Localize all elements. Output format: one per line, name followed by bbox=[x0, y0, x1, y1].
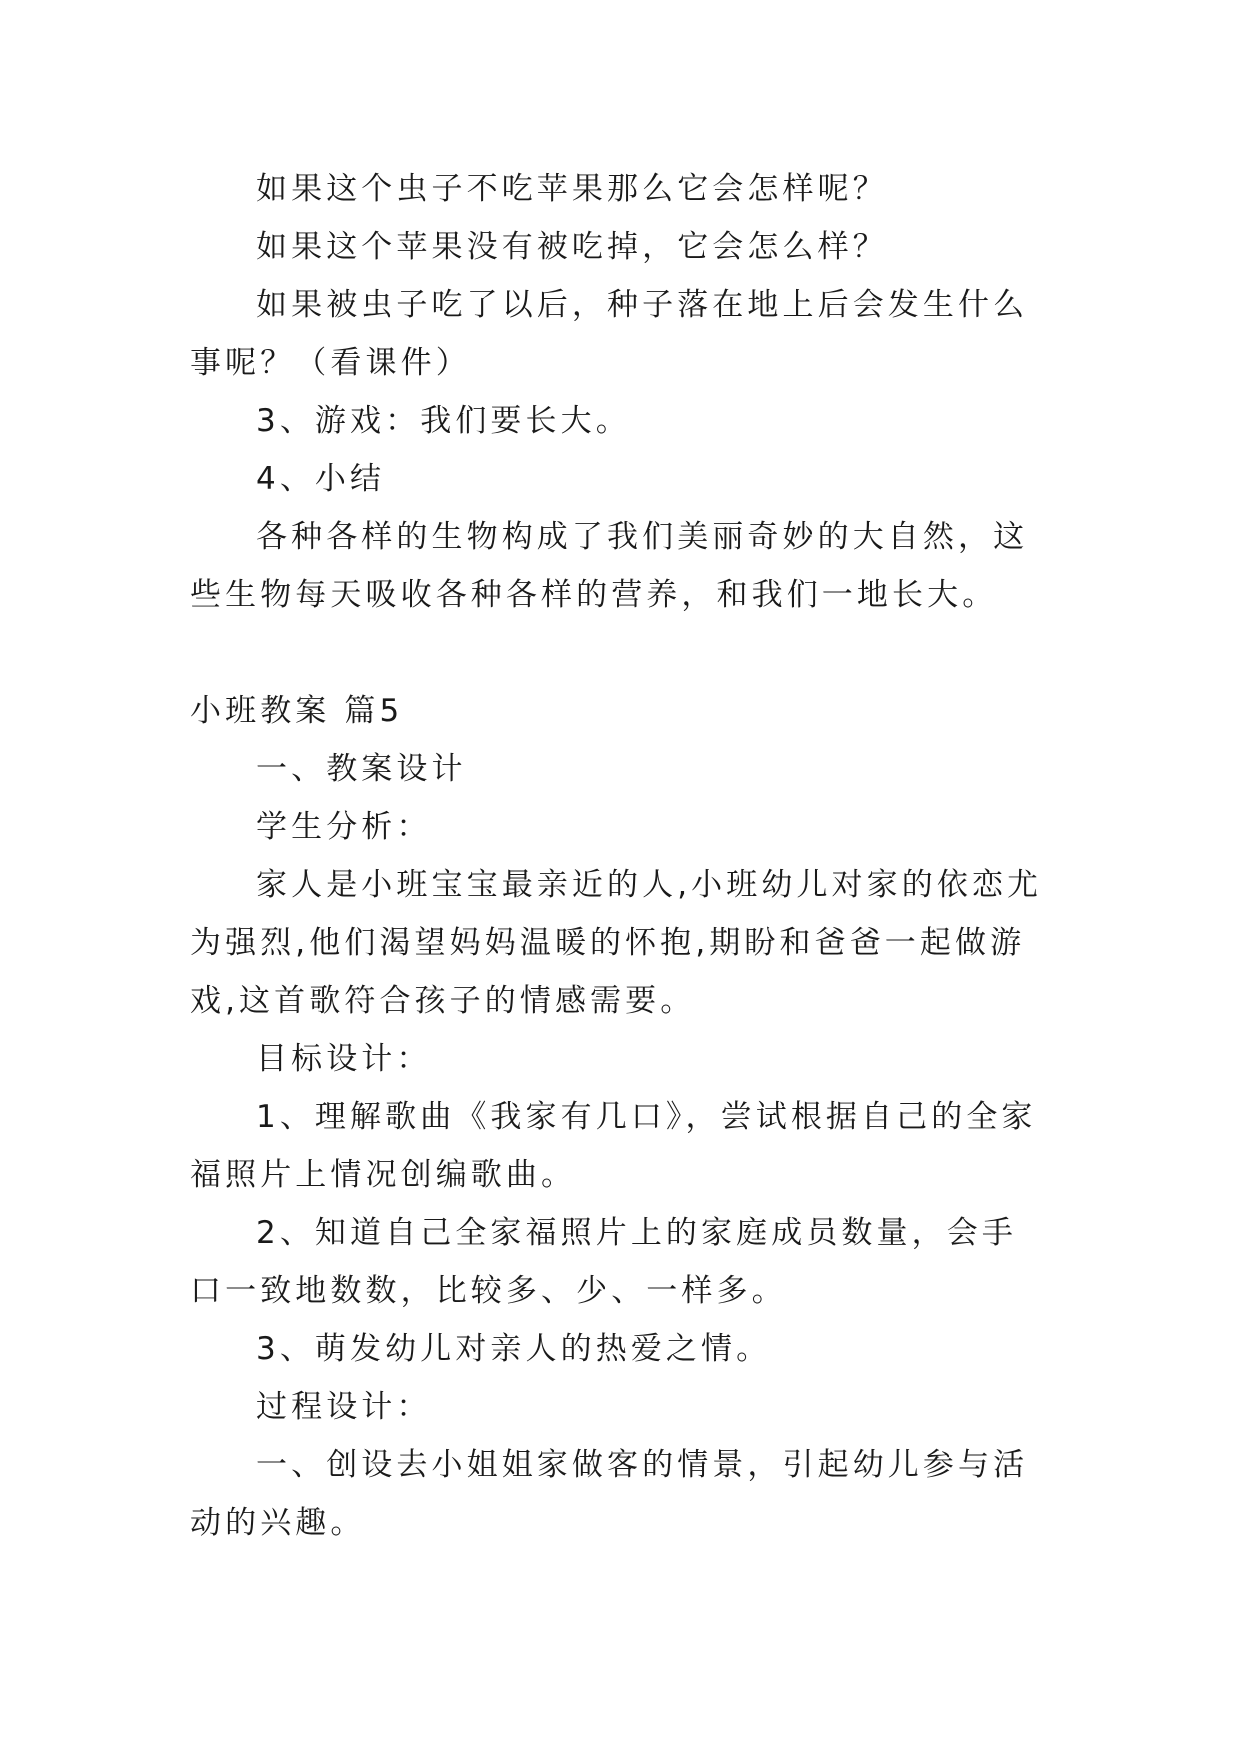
section-title: 小班教案 篇5 bbox=[190, 693, 404, 729]
document-body bbox=[190, 160, 1050, 1552]
paragraph-question-1: 如果这个虫子不吃苹果那么它会怎样呢？ bbox=[256, 171, 888, 207]
paragraph-student-analysis-text: 家人是小班宝宝最亲近的人,小班幼儿对家的依恋尤为强烈,他们渴望妈妈温暖的怀抱,期盼和爸爸一起做游戏,这首歌符合孩子的情感需要。 bbox=[190, 867, 1043, 1019]
paragraph-summary-heading: 4、小结 bbox=[256, 461, 386, 497]
paragraph-design-heading: 一、教案设计 bbox=[256, 751, 467, 787]
paragraph-game: 3、游戏：我们要长大。 bbox=[256, 403, 631, 439]
paragraph-process-1: 一、创设去小姐姐家做客的情景，引起幼儿参与活动的兴趣。 bbox=[190, 1447, 1029, 1541]
section-spacer bbox=[190, 624, 1050, 682]
paragraph-question-3: 如果被虫子吃了以后，种子落在地上后会发生什么事呢？（看课件） bbox=[190, 287, 1029, 381]
paragraph-goal-2: 2、知道自己全家福照片上的家庭成员数量，会手口一致地数数，比较多、少、一样多。 bbox=[190, 1215, 1017, 1309]
paragraph-goal-1: 1、理解歌曲《我家有几口》，尝试根据自己的全家福照片上情况创编歌曲。 bbox=[190, 1099, 1037, 1193]
paragraph-question-2: 如果这个苹果没有被吃掉，它会怎么样？ bbox=[256, 229, 888, 265]
paragraph-goal-heading: 目标设计： bbox=[256, 1041, 432, 1077]
paragraph-goal-3: 3、萌发幼儿对亲人的热爱之情。 bbox=[256, 1331, 772, 1367]
paragraph-student-analysis-heading: 学生分析： bbox=[256, 809, 432, 845]
paragraph-summary-text: 各种各样的生物构成了我们美丽奇妙的大自然，这些生物每天吸收各种各样的营养，和我们一地长大。 bbox=[190, 519, 1029, 613]
paragraph-process-heading: 过程设计： bbox=[256, 1389, 432, 1425]
